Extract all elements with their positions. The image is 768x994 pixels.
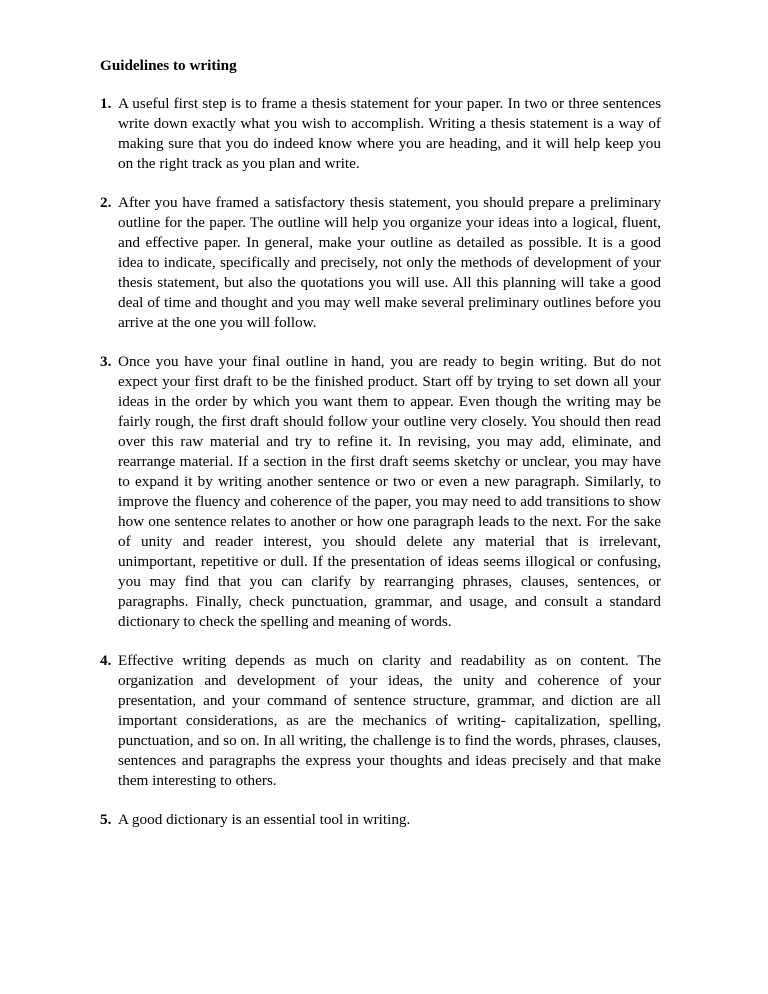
item-text: Once you have your final outline in hand, you are ready to begin writing. But do not expect your first draft to be the finished product. Start off by trying to set down all your ideas in the order by which you want them to appear. Even though the writing may be fairly rough, the first draft should follow your outline very closely. You should then read over this raw material and try to refine it. In revising, you may add, eliminate, and rearrange material. If a section in the first draft seems sketchy or unclear, you may have to expand it by writing another sentence or two or even a new paragraph. Similarly, to improve the fluency and coherence of the paper, you may need to add transitions to show how one sentence relates to another or how one paragraph leads to the next. For the sake of unity and reader interest, you should delete any material that is irrelevant, unimportant, repetitive or dull. If the presentation of ideas seems illogical or confusing, you may find that you can clarify by rearranging phrases, clauses, sentences, or paragraphs. Finally, check punctuation, grammar, and usage, and consult a standard dictionary to check the spelling and meaning of words. [118,353,661,630]
item-text: A useful first step is to frame a thesis statement for your paper. In two or three sentences write down exactly what you wish to accomplish. Writing a thesis statement is a way of making sure that you do indeed know where you are heading, and it will help keep you on the right track as you plan and write. [118,95,661,172]
item-number: 2. [100,194,112,211]
guideline-item-4 [100,651,661,791]
item-text: After you have framed a satisfactory thesis statement, you should prepare a preliminary outline for the paper. The outline will help you organize your ideas into a logical, fluent, and effective paper. In general, make your outline as detailed as possible. It is a good idea to indicate, specifically and precisely, not only the methods of development of your thesis statement, but also the quotations you will use. All this planning will take a good deal of time and thought and you may well make several preliminary outlines before you arrive at the one you will follow. [118,194,661,331]
item-number: 3. [100,353,112,370]
item-text: Effective writing depends as much on clarity and readability as on content. The organization and development of your ideas, the unity and coherence of your presentation, and your command of sentence structure, grammar, and diction are all important considerations, as are the mechanics of writing- capitalization, spelling, punctuation, and so on. In all writing, the challenge is to find the words, phrases, clauses, sentences and paragraphs the express your thoughts and ideas precisely and that make them interesting to others. [118,652,661,789]
document-title: Guidelines to writing [100,57,237,74]
guidelines-list [100,94,661,830]
guideline-item-5 [100,810,661,830]
guideline-item-1 [100,94,661,174]
guideline-item-3 [100,352,661,632]
item-number: 1. [100,95,112,112]
item-number: 5. [100,811,112,828]
item-number: 4. [100,652,112,669]
guideline-item-2 [100,193,661,333]
item-text: A good dictionary is an essential tool in writing. [118,811,411,828]
